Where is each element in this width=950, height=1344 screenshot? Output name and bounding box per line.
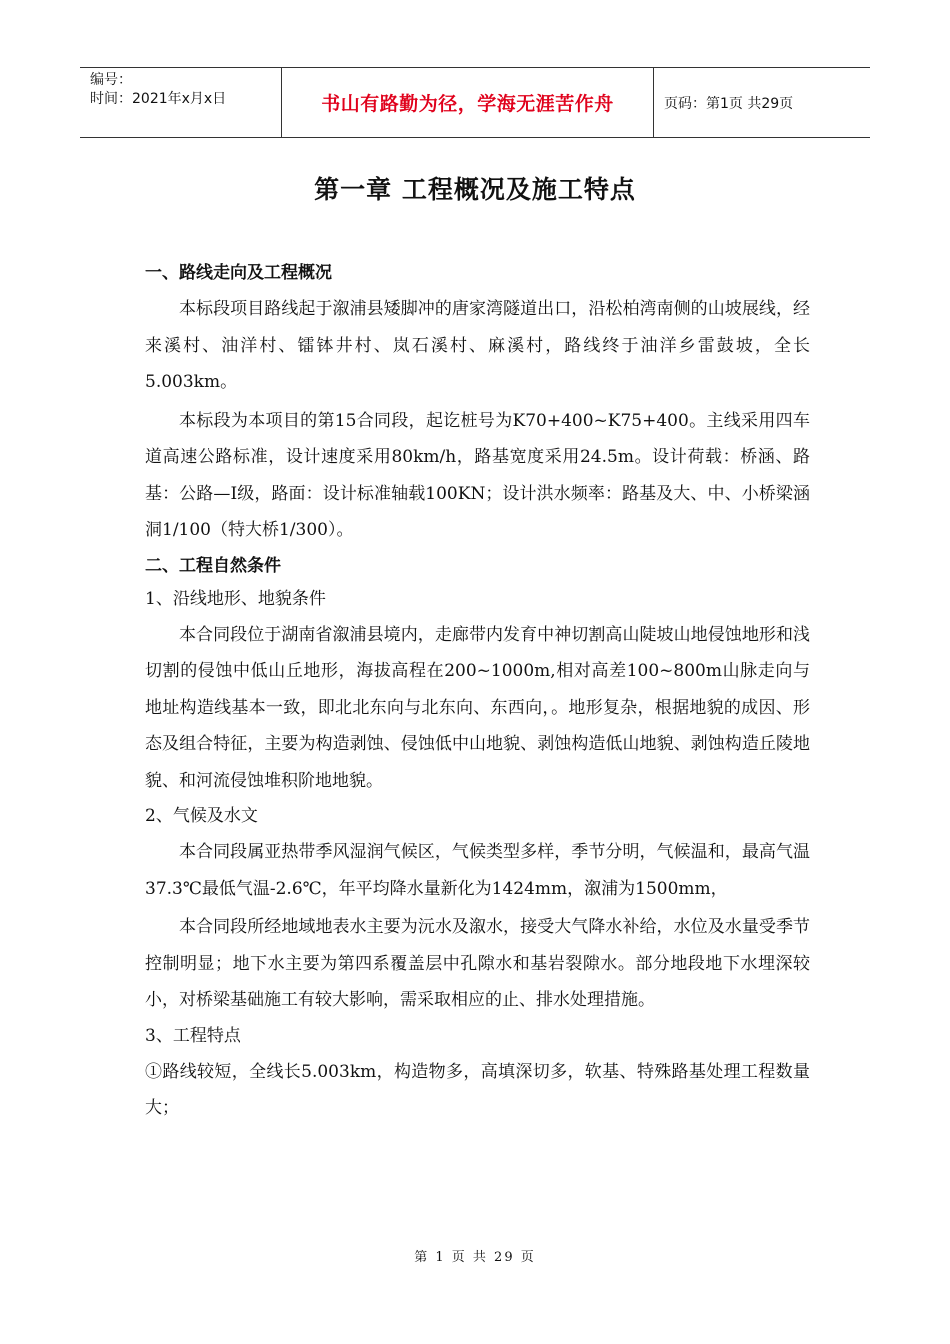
page-header <box>80 67 870 138</box>
subsection3-item-1: ①路线较短，全线长5.003km，构造物多，高填深切多，软基、特殊路基处理工程数量大； <box>145 1061 810 1118</box>
time-label: 时间：2021年x月x日 <box>90 91 227 107</box>
subsection2-paragraph-2: 本合同段所经地域地表水主要为沅水及溆水，接受大气降水补给，水位及水量受季节控制明显；地下水主要为第四系覆盖层中孔隙水和基岩裂隙水。部分地段地下水埋深较小，对桥梁基础施工有较大影响，需采取相应的止、排水处理措施。 <box>145 917 810 1010</box>
subsection3-heading: 3、工程特点 <box>145 1025 241 1046</box>
header-page-label: 页码：第1页 共29页 <box>664 95 794 112</box>
header-motto: 书山有路勤为径，学海无涯苦作舟 <box>282 68 654 137</box>
number-label: 编号： <box>90 72 132 88</box>
page-footer: 第 1 页 共 29 页 <box>414 1250 536 1265</box>
subsection1-paragraph: 本合同段位于湖南省溆浦县境内，走廊带内发育中神切割高山陡坡山地侵蚀地形和浅切割的侵蚀中低山丘地形，海拔高程在200~1000m,相对高差100~800m山脉走向与地址构造线基本一致，即北北东向与北东向、东西向，。地形复杂，根据地貌的成因、形态及组合特征，主要为构造剥蚀、侵蚀低中山地貌、剥蚀构造低山地貌、剥蚀构造丘陵地貌、和河流侵蚀堆积阶地地貌。 <box>145 624 810 791</box>
subsection1-heading: 1、沿线地形、地貌条件 <box>145 588 326 609</box>
subsection2-heading: 2、气候及水文 <box>145 806 258 826</box>
section1-paragraph-2: 本标段为本项目的第15合同段，起讫桩号为K70+400~K75+400。主线采用四车道高速公路标准，设计速度采用80km/h，路基宽度采用24.5m。设计荷载：桥涵、路基：公路—Ⅰ级，路面：设计标准轴载100KN；设计洪水频率：路基及大、中、小桥梁涵洞1/100（特大桥1/300）。 <box>145 410 810 540</box>
header-meta <box>80 68 282 137</box>
section2-heading: 二、工程自然条件 <box>145 555 281 576</box>
chapter-title: 第一章 工程概况及施工特点 <box>314 175 636 204</box>
section1-paragraph-1: 本标段项目路线起于溆浦县矮脚冲的唐家湾隧道出口，沿松柏湾南侧的山坡展线，经来溪村、油洋村、镭钵井村、岚石溪村、麻溪村，路线终于油洋乡雷鼓坡，全长5.003km。 <box>145 299 810 392</box>
document-body <box>145 258 810 1129</box>
section1-heading: 一、路线走向及工程概况 <box>145 263 332 283</box>
subsection2-paragraph-1: 本合同段属亚热带季风湿润气候区，气候类型多样，季节分明，气候温和，最高气温37.3℃最低气温-2.6℃，年平均降水量新化为1424mm，溆浦为1500mm， <box>145 842 810 899</box>
